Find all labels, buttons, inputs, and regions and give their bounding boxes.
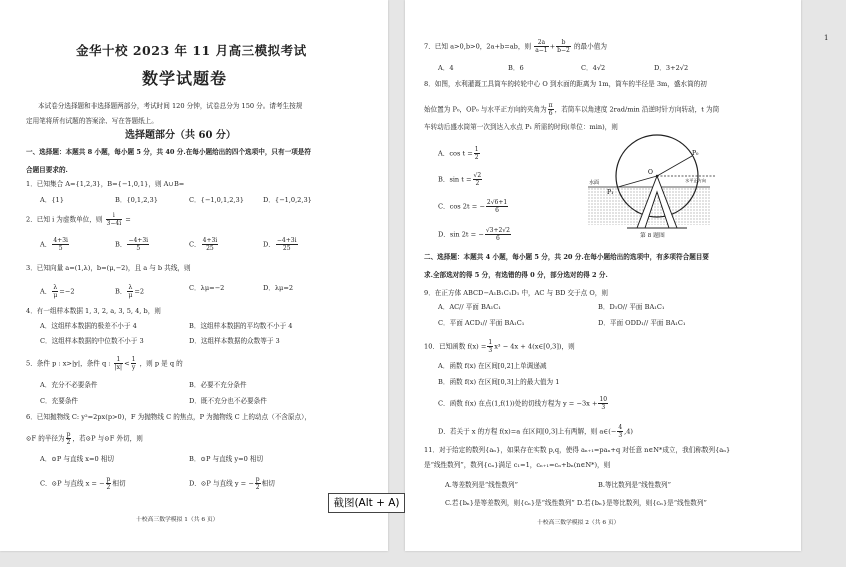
page-1-footer: 十校高三数学模拟 1（共 6 页）: [136, 517, 219, 523]
q10-option-b: B．函数 f(x) 在区间[0,3]上的最大值为 1: [438, 378, 560, 386]
screenshot-shortcut-tooltip: 截图(Alt + A): [328, 493, 405, 513]
q7-stem: 7．已知 a>0,b>0，2a+b=ab，则 $\frac{2a}{a-1}$ + $\frac{b}{b-2}$ 的最小值为: [424, 39, 607, 54]
label-o: O: [648, 169, 653, 176]
q11-stem-line-1: 11．对于给定的数列{aₙ}，如果存在实数 p,q，使得 aₙ₊₁=paₙ+q 对任意 n∈N*成立，我们称数列{aₙ}: [424, 446, 731, 454]
q7-option-b: B．6: [508, 64, 524, 72]
q7-option-d: D．3+2√2: [654, 64, 689, 72]
q5-option-c: C．充要条件: [40, 397, 79, 405]
center-point: [656, 175, 658, 177]
q8-stem-line-3: 车转动后盛水筒第一次到达入水点 P₁ 所需的时间(单位：min)，则: [424, 123, 618, 131]
q3-option-a: A． $\frac{\lambda}{\mu}$ =−2: [40, 284, 75, 299]
label-horizontal: 水平正方向: [685, 178, 706, 183]
q4-stem: 4．有一组样本数据 1, 3, 2, a, 3, 5, 4, b，则: [26, 307, 161, 315]
q6-stem-line-1: 6．已知抛物线 C: y²=2px(p>0)，F 为抛物线 C 的焦点，P 为抛物线 C 上的动点（不含原点），: [26, 413, 311, 421]
q6-option-d: D．⊙P 与直线 y = − $\frac{p}{2}$ 相切: [189, 476, 275, 491]
q9-option-d: D．平面 ODD₁// 平面 BA₁C₁: [598, 319, 686, 327]
part1-instructions-1: 一、选择题：本题共 8 小题，每小题 5 分，共 40 分.在每小题给出的四个选项中，只有一项是符: [26, 148, 311, 156]
q8-option-c: C．cos 2t = − $\frac{2√6+1}{6}$: [438, 199, 508, 214]
q6-stem-line-2: ⊙F 的半径为 $\frac{p}{2}$ ，若⊙P 与⊙F 外切，则: [26, 431, 143, 446]
q1-option-c: C．{−1,0,1,2,3}: [189, 196, 244, 204]
q9-option-a: A．AC// 平面 BA₁C₁: [438, 303, 501, 311]
q6-option-b: B．⊙P 与直线 y=0 相切: [189, 455, 264, 463]
page-2-footer: 十校高三数学模拟 2（共 6 页）: [537, 520, 620, 526]
q8-stem-line-2: 始位置为 P₀，OP₀ 与水平正方向的夹角为 $\frac{\pi}{6}$ ，若筒车以角速度 2rad/min 沿逆时针方向转动，t 为筒: [424, 102, 720, 117]
section-title: 选择题部分（共 60 分）: [125, 130, 236, 141]
exam-subtitle: 数学试题卷: [142, 69, 228, 88]
q9-option-c: C．平面 ACD₁// 平面 BA₁C₁: [438, 319, 525, 327]
q1-option-a: A．{1}: [40, 196, 64, 204]
intro-line-2: 定用笔将所有试题的答案涂、写在答题纸上。: [26, 117, 158, 125]
q4-option-d: D．这组样本数据的众数等于 3: [189, 337, 280, 345]
q3-option-d: D．λμ=2: [263, 284, 294, 292]
q10-option-c: C．函数 f(x) 在点(1,f(1))处的切线方程为 y = −3x + $\frac{10}{3}$: [438, 396, 608, 411]
q11-option-b: B.等比数列是“线性数列”: [598, 481, 672, 489]
label-p0: P₀: [692, 150, 699, 157]
q8-option-d: D．sin 2t = − $\frac{√3+2√2}{6}$: [438, 227, 510, 242]
q8-stem-line-1: 8．如图，水利灌溉工具筒车的转轮中心 O 到水面的距离为 1m，筒车的半径是 3m，盛水筒的初: [424, 80, 707, 88]
q2-option-c: C． $\frac{4+3i}{25}$: [189, 237, 218, 252]
q2-option-a: A． $\frac{4+3i}{5}$: [40, 237, 68, 252]
exam-title: 金华十校 2023 年 11 月高三模拟考试: [76, 43, 307, 58]
q6-option-c: C．⊙P 与直线 x = − $\frac{p}{2}$ 相切: [40, 476, 126, 491]
q10-stem: 10．已知函数 f(x) = $\frac{1}{3}$ x³ − 4x + 4(x∈[0,3])，则: [424, 339, 575, 354]
label-p1: P₁: [607, 189, 614, 196]
part2-instructions-1: 二、选择题：本题共 4 小题，每小题 5 分，共 20 分.在每小题给出的选项中，有多项符合题目要: [424, 253, 709, 261]
q5-option-b: B．必要不充分条件: [189, 381, 247, 389]
q11-option-a: A.等差数列是“线性数列”: [445, 481, 518, 489]
part1-instructions-2: 合题目要求的.: [26, 166, 68, 174]
q2-option-d: D． $\frac{-4+3i}{25}$: [263, 237, 297, 252]
q5-stem: 5．条件 p : x>|y|，条件 q : $\frac{1}{|x|}$ < $\frac{1}{y}$ ，则 p 是 q 的: [26, 356, 183, 371]
q3-stem: 3．已知向量 a=(1,λ)，b=(μ,−2)，且 a 与 b 共线，则: [26, 264, 191, 272]
q1-option-d: D．{−1,0,2,3}: [263, 196, 312, 204]
part2-instructions-2: 求.全部选对的得 5 分，有选错的得 0 分，部分选对的得 2 分.: [424, 271, 608, 279]
q3-option-c: C．λμ=−2: [189, 284, 225, 292]
q8-option-a: A．cos t = $\frac{1}{2}$: [438, 146, 479, 161]
q1-stem: 1．已知集合 A={1,2,3}，B={−1,0,1}，则 A∪B=: [26, 180, 185, 188]
q1-option-b: B．{0,1,2,3}: [115, 196, 158, 204]
q4-option-a: A．这组样本数据的极差不小于 4: [40, 322, 137, 330]
q7-option-a: A．4: [438, 64, 454, 72]
water-wheel-figure: [585, 134, 720, 238]
q10-option-d: D．若关于 x 的方程 f(x)=a 在区间[0,3]上有两解，则 a∈(− $\frac{4}{3}$ ,4): [438, 424, 634, 439]
q6-option-a: A．⊙P 与直线 x=0 相切: [40, 455, 115, 463]
q8-option-b: B．sin t = $\frac{√2}{2}$: [438, 172, 482, 187]
q10-option-a: A．函数 f(x) 在区间[0,2]上单调递减: [438, 362, 547, 370]
figure-caption: 第 8 题图: [640, 233, 665, 239]
q2-stem-fraction: $\frac{i}{3-4i}$: [106, 212, 122, 227]
q5-option-a: A．充分不必要条件: [40, 381, 98, 389]
q2-option-b: B． $\frac{-4+3i}{5}$: [115, 237, 149, 252]
q7-option-c: C．4√2: [581, 64, 606, 72]
label-water: 水面: [589, 180, 600, 186]
q5-option-d: D．既不充分也不必要条件: [189, 397, 267, 405]
page-number: 1: [824, 34, 829, 42]
q11-stem-line-2: 是“线性数列”，数列{cₙ}满足 c₁=1，cₙ₊₁=cₙ+bₙ(n∈N*)，则: [424, 461, 611, 469]
q2-stem: 2．已知 i 为虚数单位，则 $\frac{i}{3-4i}$ =: [26, 212, 131, 227]
radius-op1: [618, 176, 657, 187]
q11-option-cd: C.若{bₙ}是等差数列，则{cₙ}是“线性数列” D.若{bₙ}是等比数列，则{cₙ}是“线性数列”: [445, 499, 707, 507]
radius-op0: [657, 156, 692, 176]
q9-stem: 9．在正方体 ABCD−A₁B₁C₁D₁ 中，AC 与 BD 交于点 O，则: [424, 289, 608, 297]
intro-line-1: 本试卷分选择题和非选择题两部分，考试时间 120 分钟，试卷总分为 150 分。请考生按规: [38, 102, 303, 110]
q3-option-b: B． $\frac{\lambda}{\mu}$ =2: [115, 284, 145, 299]
q4-option-c: C．这组样本数据的中位数不小于 3: [40, 337, 144, 345]
q4-option-b: B．这组样本数据的平均数不小于 4: [189, 322, 293, 330]
exam-page-2: [405, 0, 801, 551]
exam-page-1: [0, 0, 388, 551]
q9-option-b: B．D₁O// 平面 BA₁C₁: [598, 303, 665, 311]
